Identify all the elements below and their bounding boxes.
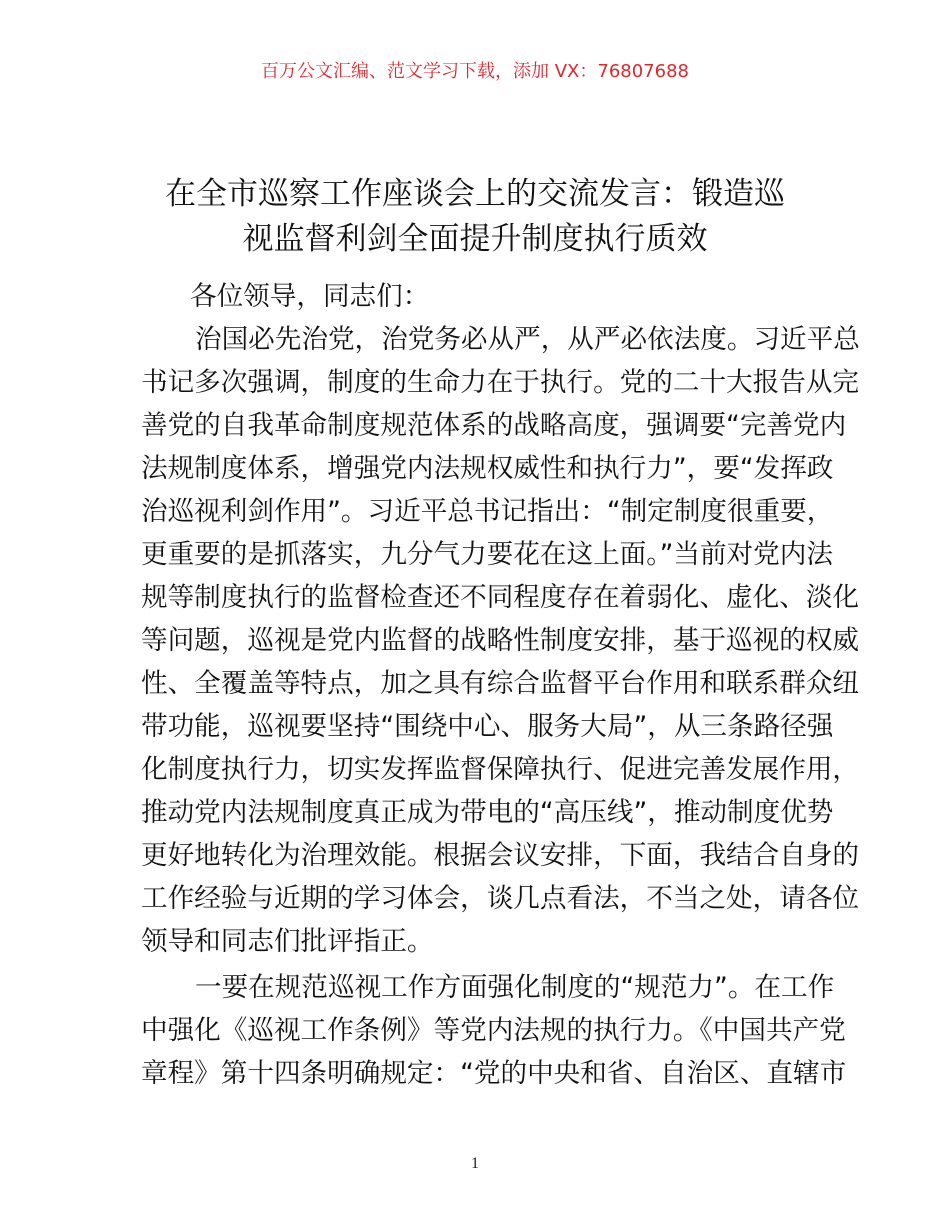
paragraph-2-line: 章程》第十四条明确规定：“党的中央和省、自治区、直辖市 — [141, 1058, 847, 1089]
paragraph-1-line: 规等制度执行的监督检查还不同程度存在着弱化、虚化、淡化 — [141, 582, 860, 613]
paragraph-1-line: 工作经验与近期的学习体会，谈几点看法，不当之处，请各位 — [141, 883, 860, 914]
paragraph-1-line: 治国必先治党，治党务必从严，从严必依法度。习近平总 — [195, 324, 860, 355]
paragraph-1-line: 更好地转化为治理效能。根据会议安排，下面，我结合自身的 — [141, 840, 860, 871]
paragraph-1-line: 治巡视利剑作用”。习近平总书记指出：“制定制度很重要， — [141, 496, 834, 527]
paragraph-2-line: 中强化《巡视工作条例》等党内法规的执行力。《中国共产党 — [141, 1015, 846, 1046]
paragraph-1-line: 更重要的是抓落实，九分气力要花在这上面。”当前对党内法 — [141, 539, 833, 570]
page-number: 1 — [471, 1155, 479, 1172]
paragraph-2-line: 一要在规范巡视工作方面强化制度的“规范力”。在工作 — [195, 972, 835, 1003]
paragraph-1-line: 善党的自我革命制度规范体系的战略高度，强调要“完善党内 — [141, 410, 847, 441]
greeting: 各位领导，同志们： — [190, 281, 430, 312]
paragraph-1-line: 书记多次强调，制度的生命力在于执行。党的二十大报告从完 — [141, 367, 860, 398]
paragraph-1-line: 等问题，巡视是党内监督的战略性制度安排，基于巡视的权威 — [141, 625, 860, 656]
paragraph-1-line: 领导和同志们批评指正。 — [141, 926, 434, 957]
document-title-line-1: 在全市巡察工作座谈会上的交流发言：锻造巡 — [165, 176, 785, 212]
paragraph-1-line: 带功能，巡视要坚持“围绕中心、服务大局”，从三条路径强 — [141, 711, 834, 742]
paragraph-1-line: 法规制度体系，增强党内法规权威性和执行力”，要“发挥政 — [141, 453, 834, 484]
paragraph-1-line: 性、全覆盖等特点，加之具有综合监督平台作用和联系群众纽 — [141, 668, 860, 699]
paragraph-1-line: 推动党内法规制度真正成为带电的“高压线”，推动制度优势 — [141, 797, 834, 828]
watermark-header: 百万公文汇编、范文学习下载，添加 VX：76807688 — [261, 61, 689, 82]
paragraph-1-line: 化制度执行力，切实发挥监督保障执行、促进完善发展作用， — [141, 754, 860, 785]
document-title-line-2: 视监督利剑全面提升制度执行质效 — [242, 221, 708, 257]
